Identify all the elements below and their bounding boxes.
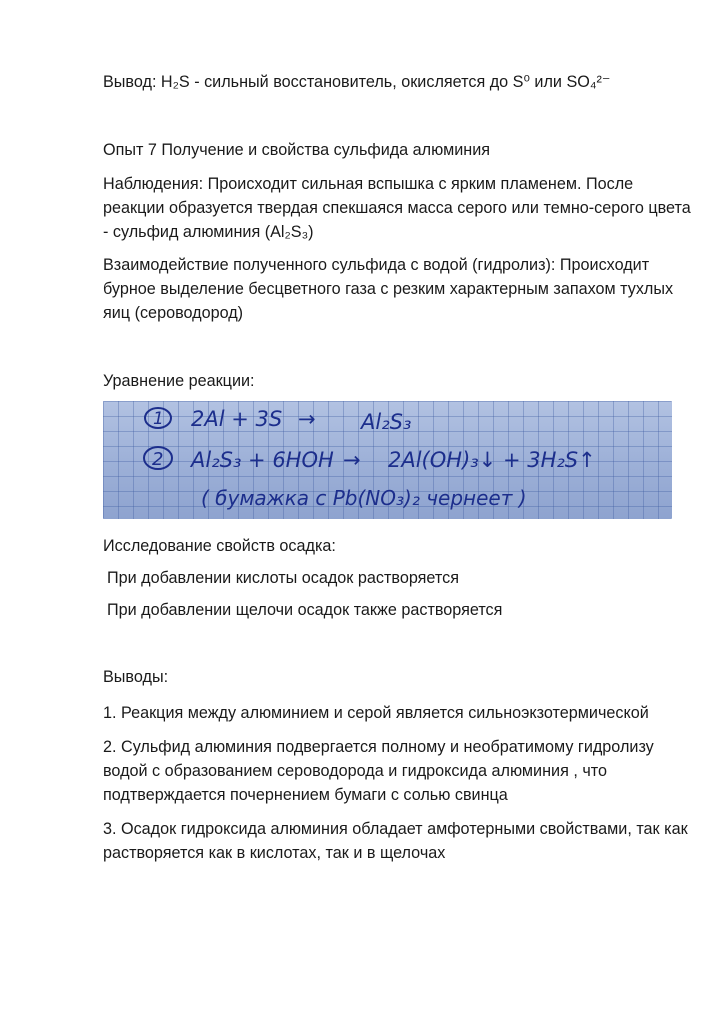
observations-line-3: - сульфид алюминия (Al₂S₃): [103, 223, 314, 241]
eq1-number: 1: [153, 409, 164, 429]
conclusion-h2s: Вывод: H₂S - сильный восстановитель, окисляется до S⁰ или SO₄²⁻: [103, 73, 611, 91]
hydrolysis-line-2: бурное выделение бесцветного газа с резким характерным запахом тухлых: [103, 280, 674, 298]
conclusion-2-line-2: водой с образованием сероводорода и гидроксида алюминия , что: [103, 762, 607, 780]
handwritten-equations-photo: [103, 401, 672, 519]
precipitate-item-acid: При добавлении кислоты осадок растворяется: [107, 569, 459, 587]
conclusion-3-line-1: 3. Осадок гидроксида алюминия обладает амфотерными свойствами, так как: [103, 820, 688, 838]
hydrolysis-line-3: яиц (сероводород): [103, 304, 244, 322]
observations-line-1: Наблюдения: Происходит сильная вспышка с ярким пламенем. После: [103, 175, 634, 193]
eq2-arrow: →: [343, 448, 361, 472]
eq3-note: ( бумажка с Pb(NO₃)₂ чернеет ): [201, 486, 527, 510]
precipitate-heading: Исследование свойств осадка:: [103, 537, 336, 555]
precipitate-item-alkali: При добавлении щелочи осадок также растворяется: [107, 601, 503, 619]
eq1-right: Al₂S₃: [361, 410, 412, 434]
eq1-arrow: →: [298, 407, 316, 431]
conclusion-1: 1. Реакция между алюминием и серой является сильноэкзотермической: [103, 704, 649, 722]
hydrolysis-line-1: Взаимодействие полученного сульфида с водой (гидролиз): Происходит: [103, 256, 650, 274]
eq2-number: 2: [152, 449, 164, 470]
eq2-left: Al₂S₃ + 6HOH: [191, 448, 334, 472]
conclusion-2-line-3: подтверждается почернением бумаги с солью свинца: [103, 786, 508, 804]
conclusion-2-line-1: 2. Сульфид алюминия подвергается полному и необратимому гидролизу: [103, 738, 654, 756]
eq1-left: 2Al + 3S: [191, 407, 283, 431]
conclusions-heading: Выводы:: [103, 668, 169, 686]
observations-line-2: реакции образуется твердая спекшаяся масса серого или темно-серого цвета: [103, 199, 691, 217]
eq2-right: 2Al(OH)₃↓ + 3H₂S↑: [388, 448, 596, 472]
experiment-title: Опыт 7 Получение и свойства сульфида алюминия: [103, 141, 491, 159]
conclusion-3-line-2: растворяется как в кислотах, так и в щелочах: [103, 844, 446, 862]
equation-heading: Уравнение реакции:: [103, 372, 255, 390]
